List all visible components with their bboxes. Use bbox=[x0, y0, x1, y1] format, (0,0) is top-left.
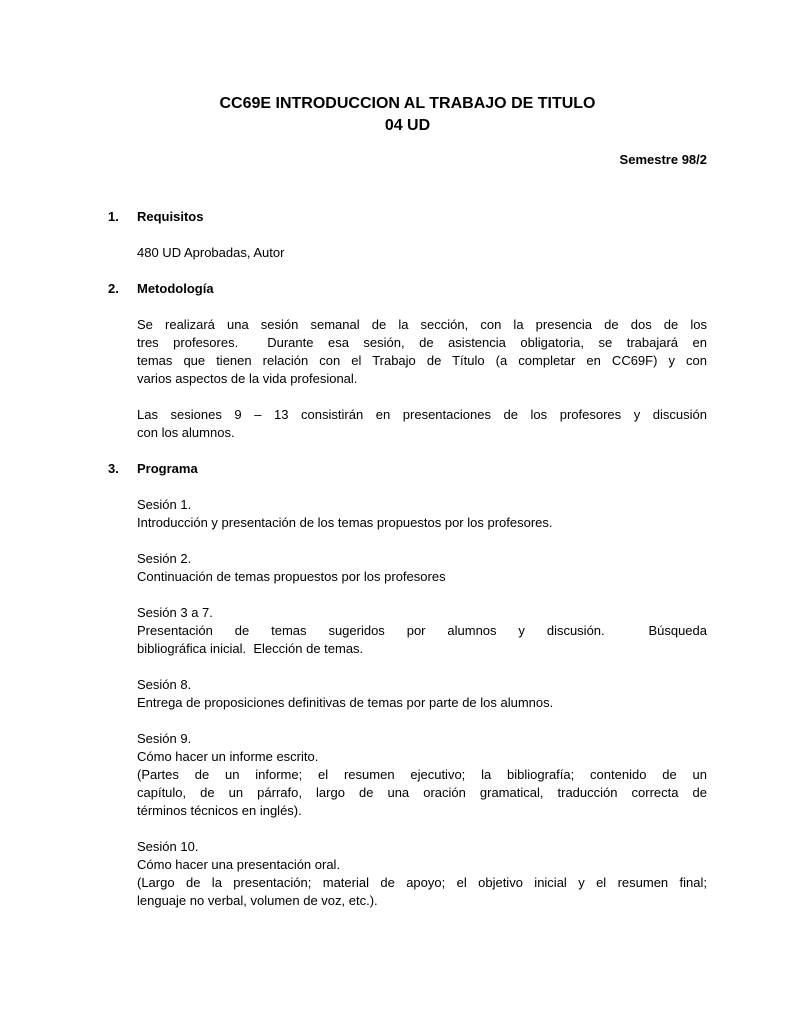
title-line-1: CC69E INTRODUCCION AL TRABAJO DE TITULO bbox=[219, 95, 596, 112]
session-line: bibliográfica inicial. Elección de temas. bbox=[137, 641, 364, 656]
section-metodologia bbox=[108, 280, 707, 442]
paragraph-line: con los alumnos. bbox=[137, 425, 235, 440]
section-number: 3. bbox=[108, 461, 119, 476]
section-content bbox=[137, 460, 707, 910]
paragraph-line: temas que tienen relación con el Trabajo de Título (a completar en CC69F) y con bbox=[137, 353, 707, 368]
session-line: Continuación de temas propuestos por los profesores bbox=[137, 569, 446, 584]
paragraph bbox=[137, 406, 707, 442]
paragraph-line: varios aspectos de la vida profesional. bbox=[137, 371, 358, 386]
paragraph-line: Las sesiones 9 – 13 consistirán en presentaciones de los profesores y discusión bbox=[137, 407, 707, 422]
section-heading-requisitos: Requisitos bbox=[137, 209, 204, 224]
session-block-2 bbox=[137, 550, 707, 586]
session-line: Introducción y presentación de los temas propuestos por los profesores. bbox=[137, 515, 553, 530]
paragraph-line: Se realizará una sesión semanal de la sección, con la presencia de dos de los bbox=[137, 317, 707, 332]
session-block-10 bbox=[137, 838, 707, 910]
session-label: Sesión 1. bbox=[137, 497, 192, 512]
paragraph-line: tres profesores. Durante esa sesión, de asistencia obligatoria, se trabajará en bbox=[137, 335, 707, 350]
session-block-3-7 bbox=[137, 604, 707, 658]
title-line-2: 04 UD bbox=[384, 117, 431, 134]
paragraph bbox=[137, 244, 707, 262]
section-content bbox=[137, 208, 707, 262]
paragraph bbox=[137, 316, 707, 388]
section-number: 1. bbox=[108, 209, 119, 224]
session-label: Sesión 8. bbox=[137, 677, 192, 692]
session-label: Sesión 3 a 7. bbox=[137, 605, 213, 620]
session-block-8 bbox=[137, 676, 707, 712]
session-block-1 bbox=[137, 496, 707, 532]
session-block-9 bbox=[137, 730, 707, 820]
session-line: Cómo hacer una presentación oral. bbox=[137, 857, 341, 872]
session-line: capítulo, de un párrafo, largo de una oración gramatical, traducción correcta de bbox=[137, 785, 707, 800]
session-line: (Partes de un informe; el resumen ejecutivo; la bibliografía; contenido de un bbox=[137, 767, 707, 782]
document-body bbox=[108, 93, 707, 910]
session-line: Presentación de temas sugeridos por alumnos y discusión. Búsqueda bbox=[137, 623, 707, 638]
section-heading-programa: Programa bbox=[137, 461, 198, 476]
session-label: Sesión 9. bbox=[137, 731, 192, 746]
session-line: Cómo hacer un informe escrito. bbox=[137, 749, 319, 764]
document-title bbox=[108, 93, 707, 137]
section-requisitos bbox=[108, 208, 707, 262]
session-line: términos técnicos en inglés). bbox=[137, 803, 302, 818]
session-label: Sesión 2. bbox=[137, 551, 192, 566]
semester-label: Semestre 98/2 bbox=[619, 152, 707, 167]
section-programa bbox=[108, 460, 707, 910]
paragraph-line: 480 UD Aprobadas, Autor bbox=[137, 245, 285, 260]
session-line: Entrega de proposiciones definitivas de temas por parte de los alumnos. bbox=[137, 695, 554, 710]
session-line: (Largo de la presentación; material de apoyo; el objetivo inicial y el resumen final; bbox=[137, 875, 707, 890]
section-heading-metodologia: Metodología bbox=[137, 281, 214, 296]
session-line: lenguaje no verbal, volumen de voz, etc.). bbox=[137, 893, 378, 908]
session-label: Sesión 10. bbox=[137, 839, 199, 854]
section-number: 2. bbox=[108, 281, 119, 296]
section-content bbox=[137, 280, 707, 442]
